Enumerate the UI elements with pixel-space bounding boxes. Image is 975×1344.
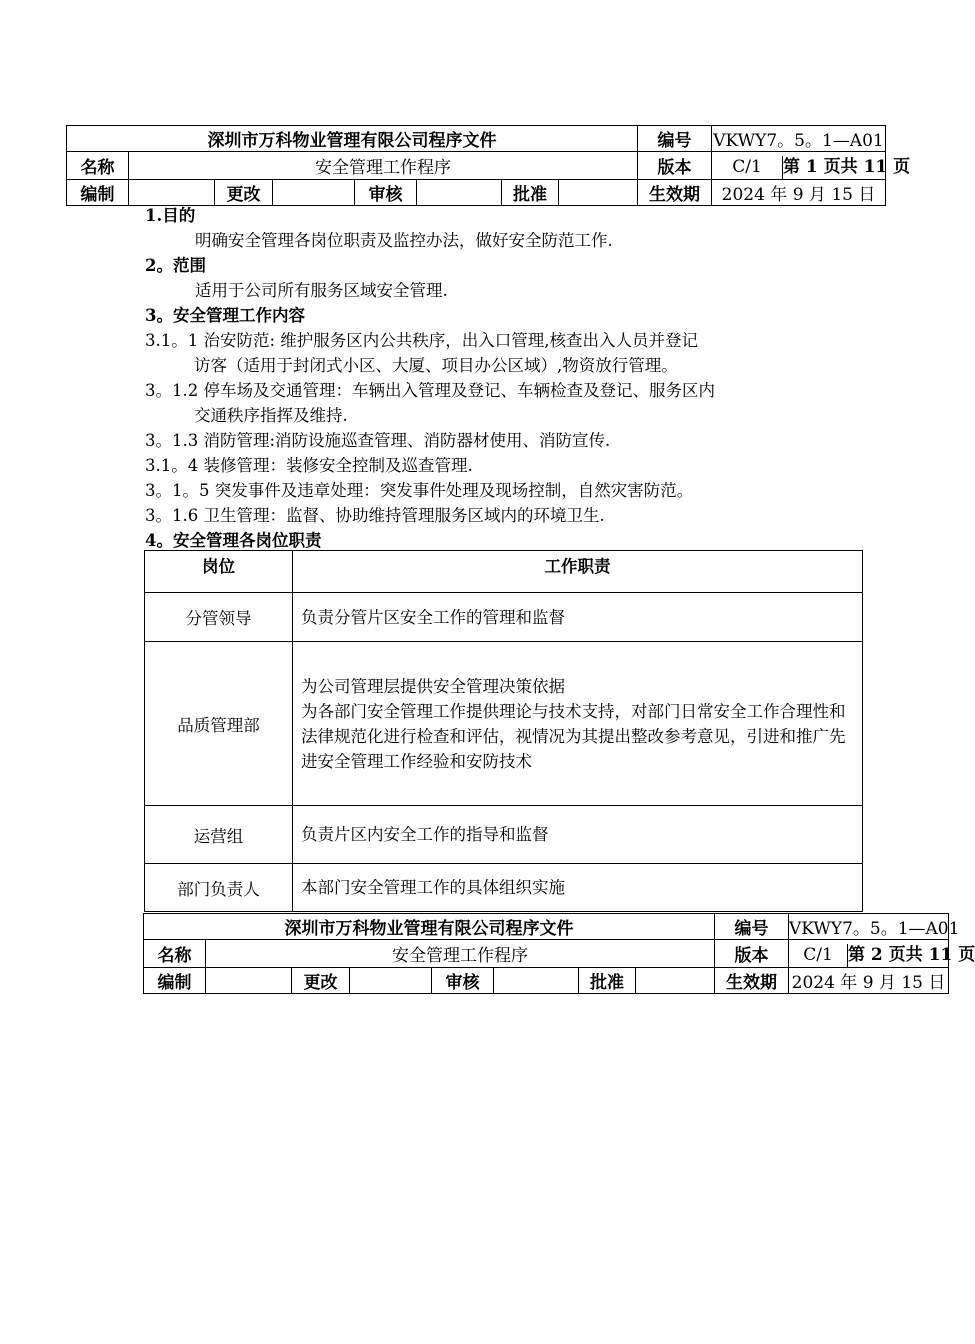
item-3-1-1-cont: 访客（适用于封闭式小区、大厦、项目办公区域）,物资放行管理。 xyxy=(194,356,678,375)
role-cell: 品质管理部 xyxy=(145,642,293,806)
table-row xyxy=(145,642,863,806)
item-3-1-2-cont: 交通秩序指挥及维持. xyxy=(194,406,348,425)
company-title: 深圳市万科物业管理有限公司程序文件 xyxy=(144,914,715,940)
effective-value: 2024 年 9 月 15 日 xyxy=(789,968,949,994)
role-cell: 部门负责人 xyxy=(145,864,293,912)
name-value: 安全管理工作程序 xyxy=(206,940,715,968)
item-3-1-5: 3。1。5 突发事件及违章处理：突发事件处理及现场控制，自然灾害防范。 xyxy=(145,481,694,500)
code-value: VKWY7。5。1—A01 xyxy=(789,914,949,940)
author-value xyxy=(206,968,292,994)
duty-cell: 本部门安全管理工作的具体组织实施 xyxy=(293,864,863,912)
version-page-cell xyxy=(789,940,975,968)
role-cell: 分管领导 xyxy=(145,593,293,642)
page-number: 第 1 页共 11 页 xyxy=(783,157,911,177)
approve-value xyxy=(636,968,715,994)
section-1-title: 1.目的 xyxy=(145,206,196,225)
table-row xyxy=(145,806,863,864)
company-title: 深圳市万科物业管理有限公司程序文件 xyxy=(67,126,638,152)
code-label: 编号 xyxy=(715,914,789,940)
change-value xyxy=(350,968,432,994)
review-value xyxy=(417,180,502,206)
doc-header-page2 xyxy=(143,913,975,994)
version-value: C/1 xyxy=(789,944,848,967)
item-3-1-1: 3.1。1 治安防范: 维护服务区内公共秩序，出入口管理,核查出入人员并登记 xyxy=(145,331,699,350)
name-label: 名称 xyxy=(144,940,206,968)
duty-cell: 负责分管片区安全工作的管理和监督 xyxy=(293,593,863,642)
table-row xyxy=(145,593,863,642)
section-2-text: 适用于公司所有服务区域安全管理. xyxy=(195,281,448,300)
change-value xyxy=(273,180,355,206)
effective-label: 生效期 xyxy=(715,968,789,994)
approve-label: 批准 xyxy=(502,180,559,206)
effective-label: 生效期 xyxy=(638,180,712,206)
approve-label: 批准 xyxy=(579,968,636,994)
col-header-role: 岗位 xyxy=(145,551,293,593)
col-header-duty: 工作职责 xyxy=(293,551,863,593)
item-3-1-3: 3。1.3 消防管理:消防设施巡查管理、消防器材使用、消防宣传. xyxy=(145,431,611,450)
section-1-text: 明确安全管理各岗位职责及监控办法，做好安全防范工作. xyxy=(195,231,613,250)
duty-line: 为公司管理层提供安全管理决策依据 xyxy=(301,676,565,696)
version-value: C/1 xyxy=(712,156,783,179)
version-label: 版本 xyxy=(715,940,789,968)
section-3-title: 3。安全管理工作内容 xyxy=(145,306,305,325)
duty-table xyxy=(144,550,863,912)
role-cell: 运营组 xyxy=(145,806,293,864)
name-value: 安全管理工作程序 xyxy=(129,152,638,180)
code-value: VKWY7。5。1—A01 xyxy=(712,126,886,152)
version-page-cell xyxy=(712,152,911,180)
effective-value: 2024 年 9 月 15 日 xyxy=(712,180,886,206)
item-3-1-2: 3。1.2 停车场及交通管理：车辆出入管理及登记、车辆检查及登记、服务区内 xyxy=(145,381,715,400)
author-value xyxy=(129,180,215,206)
version-label: 版本 xyxy=(638,152,712,180)
item-3-1-4: 3.1。4 装修管理：装修安全控制及巡查管理. xyxy=(145,456,473,475)
duty-cell xyxy=(293,642,863,806)
change-label: 更改 xyxy=(215,180,273,206)
table-row xyxy=(145,864,863,912)
review-label: 审核 xyxy=(355,180,417,206)
item-3-1-6: 3。1.6 卫生管理：监督、协助维持管理服务区域内的环境卫生. xyxy=(145,506,605,525)
duty-line: 为各部门安全管理工作提供理论与技术支持，对部门日常安全工作合理性和法律规范化进行检查和评估，视情况为其提出整改参考意见，引进和推广先进安全管理工作经验和安防技术 xyxy=(301,701,846,771)
page-number: 第 2 页共 11 页 xyxy=(848,945,975,965)
duty-cell: 负责片区内安全工作的指导和监督 xyxy=(293,806,863,864)
change-label: 更改 xyxy=(292,968,350,994)
author-label: 编制 xyxy=(67,180,129,206)
review-label: 审核 xyxy=(432,968,494,994)
review-value xyxy=(494,968,579,994)
section-2-title: 2。范围 xyxy=(145,256,206,275)
doc-header-page1 xyxy=(66,125,911,206)
approve-value xyxy=(559,180,638,206)
document-body xyxy=(145,203,865,553)
code-label: 编号 xyxy=(638,126,712,152)
author-label: 编制 xyxy=(144,968,206,994)
section-4-title: 4。安全管理各岗位职责 xyxy=(145,531,322,550)
name-label: 名称 xyxy=(67,152,129,180)
